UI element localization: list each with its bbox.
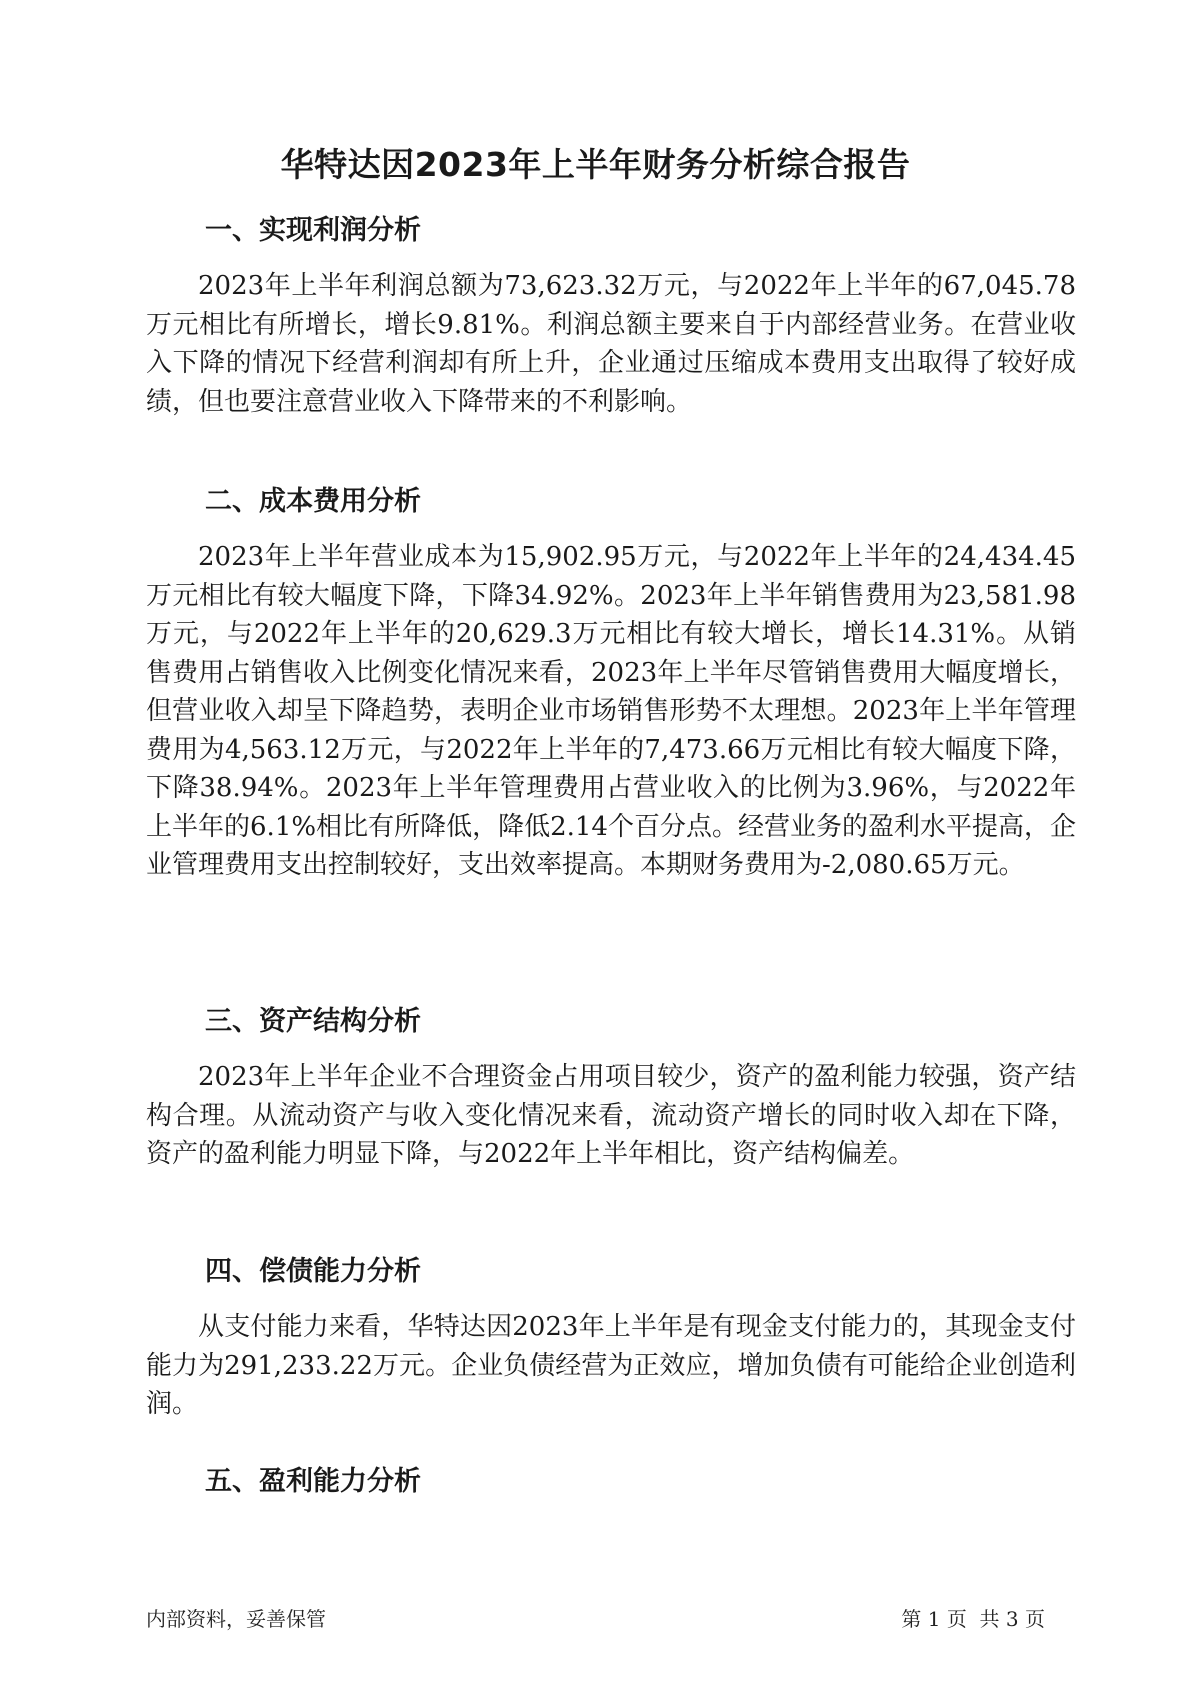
document-title: 华特达因2023年上半年财务分析综合报告 [280,145,911,184]
section-heading-solvency: 四、偿债能力分析 [205,1256,421,1287]
section-heading-cost: 二、成本费用分析 [205,486,421,517]
section-paragraph-cost: 2023年上半年营业成本为15,902.95万元，与2022年上半年的24,434.45万元相比有较大幅度下降，下降34.92%。2023年上半年销售费用为23,581.98万元，与2022年上半年的20,629.3万元相比有较大增长，增长14.31%。从销售费用占销售收入比例变化情况来看，2023年上半年尽管销售费用大幅度增长，但营业收入却呈下降趋势，表明企业市场销售形势不太理想。2023年上半年管理费用为4,563.12万元，与2022年上半年的7,473.66万元相比有较大幅度下降，下降38.94%。2023年上半年管理费用占营业收入的比例为3.96%，与2022年上半年的6.1%相比有所降低，降低2.14个百分点。经营业务的盈利水平提高，企业管理费用支出控制较好，支出效率提高。本期财务费用为-2,080.65万元。 [146,542,1076,880]
footer-confidential-note: 内部资料，妥善保管 [146,1607,326,1631]
section-heading-profitability: 五、盈利能力分析 [205,1466,421,1497]
section-heading-assets: 三、资产结构分析 [205,1006,421,1037]
section-paragraph-assets: 2023年上半年企业不合理资金占用项目较少，资产的盈利能力较强，资产结构合理。从流动资产与收入变化情况来看，流动资产增长的同时收入却在下降，资产的盈利能力明显下降，与2022年上半年相比，资产结构偏差。 [146,1062,1076,1169]
footer-page-number: 第 1 页 共 3 页 [901,1607,1045,1631]
section-paragraph-profit: 2023年上半年利润总额为73,623.32万元，与2022年上半年的67,045.78万元相比有所增长，增长9.81%。利润总额主要来自于内部经营业务。在营业收入下降的情况下经营利润却有所上升，企业通过压缩成本费用支出取得了较好成绩，但也要注意营业收入下降带来的不利影响。 [146,271,1076,417]
section-heading-profit: 一、实现利润分析 [205,215,421,246]
section-paragraph-solvency: 从支付能力来看，华特达因2023年上半年是有现金支付能力的，其现金支付能力为291,233.22万元。企业负债经营为正效应，增加负债有可能给企业创造利润。 [146,1312,1076,1419]
